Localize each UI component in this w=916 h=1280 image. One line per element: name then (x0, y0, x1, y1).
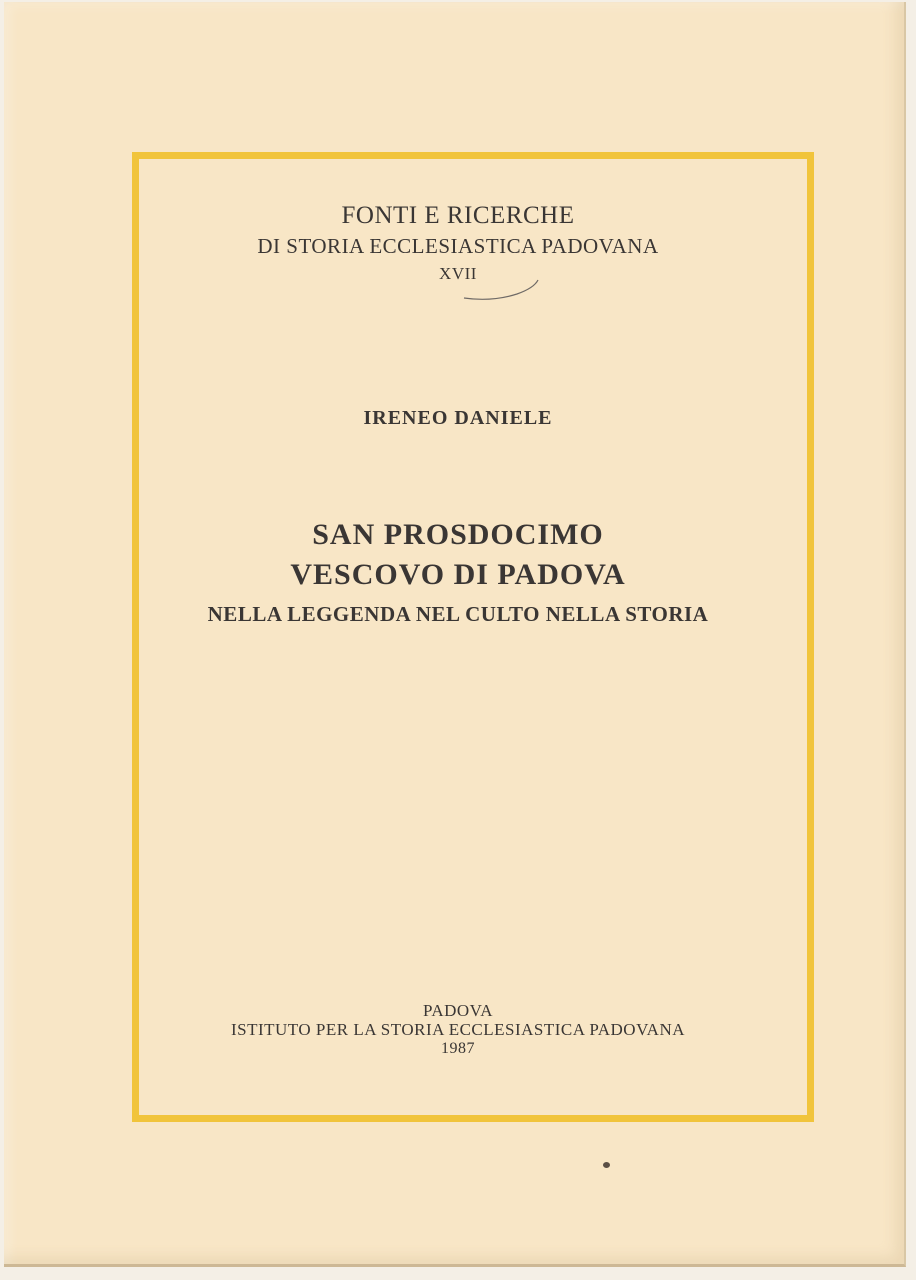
book-subtitle: NELLA LEGGENDA NEL CULTO NELLA STORIA (207, 602, 709, 626)
book-title-line-1: SAN PROSDOCIMO (312, 518, 604, 551)
publisher-city: PADOVA (422, 1001, 494, 1020)
series-subtitle: DI STORIA ECCLESIASTICA PADOVANA (257, 234, 659, 258)
book-title-line-2: VESCOVO DI PADOVA (290, 558, 626, 591)
series-number: XVII (439, 264, 477, 283)
scuff-mark (603, 1162, 610, 1168)
pencil-mark-icon (462, 278, 542, 304)
author-name: IRENEO DANIELE (363, 407, 553, 429)
publisher-name: ISTITUTO PER LA STORIA ECCLESIASTICA PADOVANA (230, 1020, 686, 1039)
series-title: FONTI E RICERCHE (341, 202, 575, 229)
publication-year: 1987 (441, 1040, 475, 1057)
